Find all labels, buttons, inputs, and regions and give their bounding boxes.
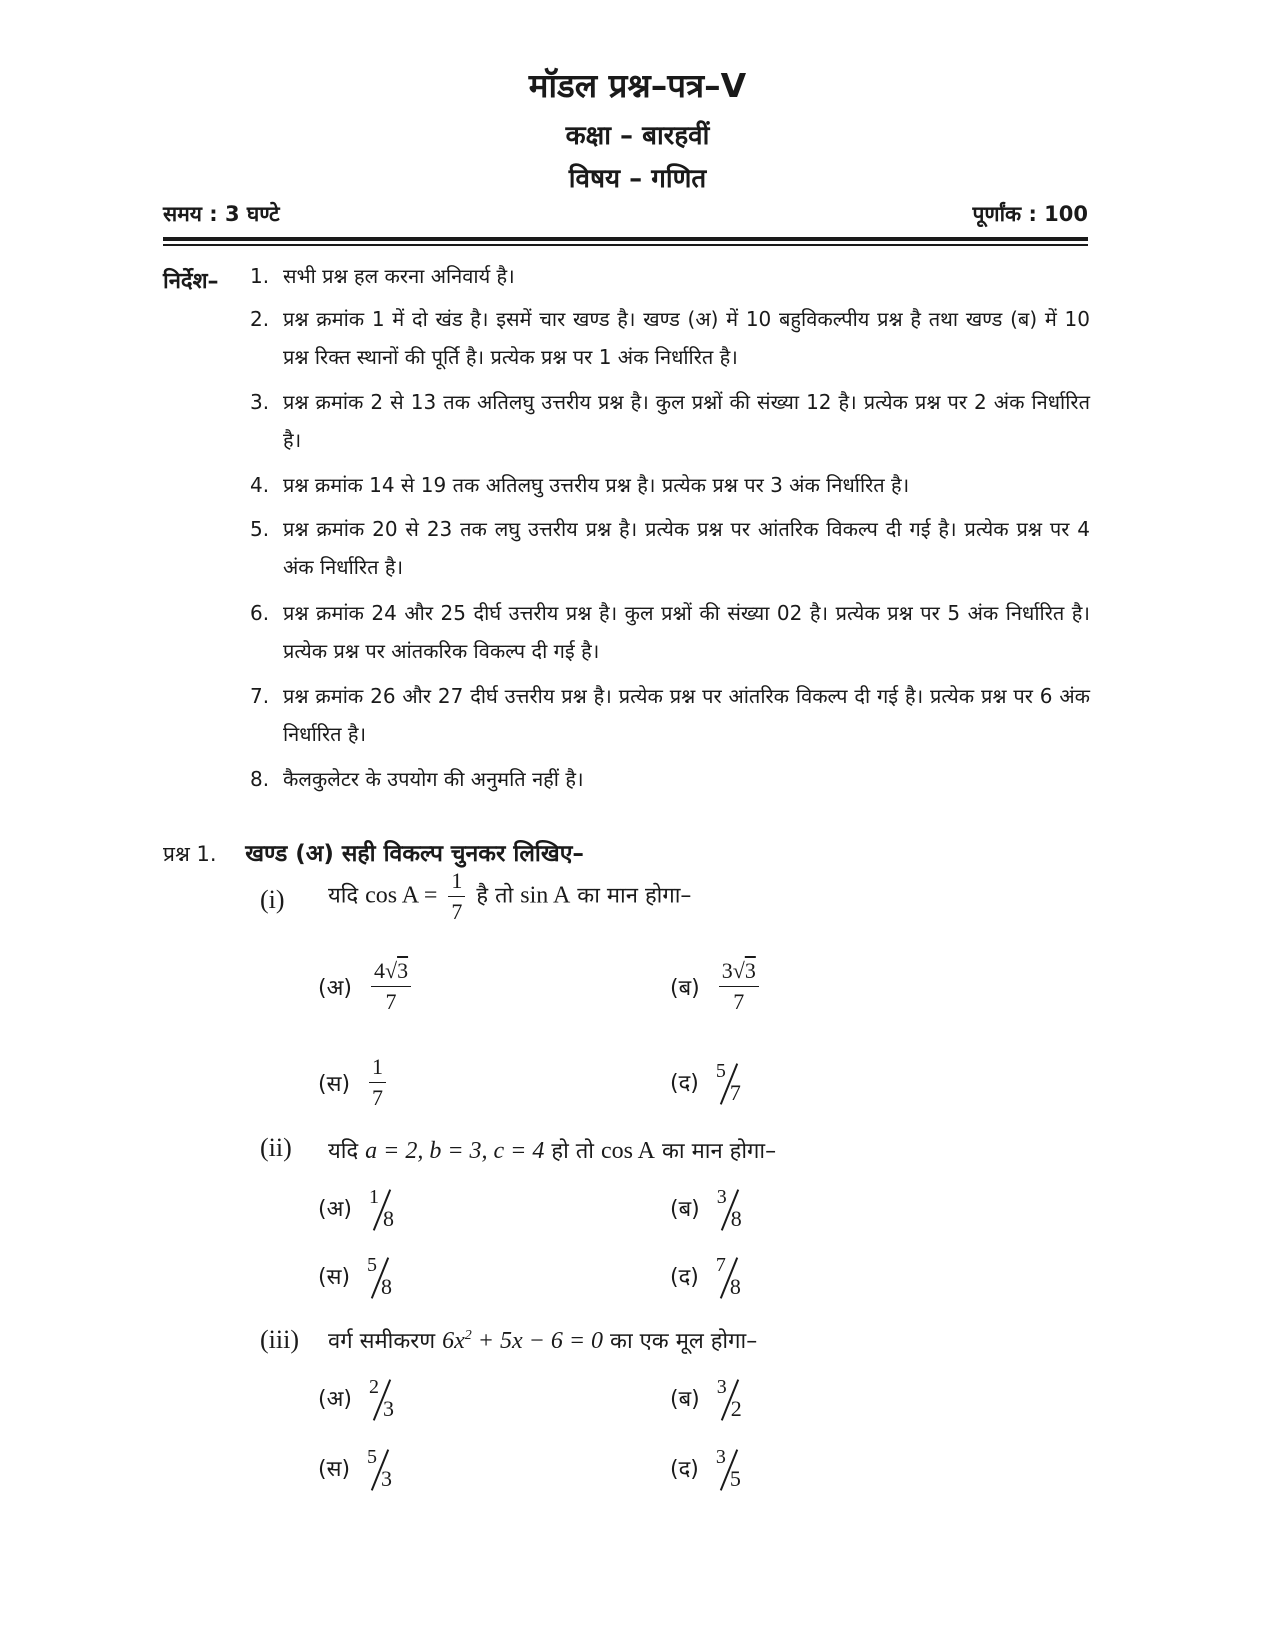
- instruction-text: प्रश्न क्रमांक 24 और 25 दीर्घ उत्तरीय प्रश्न है। कुल प्रश्नों की संख्या 02 है। प्रत्येक प्रश्न पर 5 अंक निर्धारित है। प्रत्येक प्रश्न पर आंतकरिक विकल्प दी गई है।: [283, 601, 1090, 663]
- fraction: $\frac{4√3}{7}$: [371, 958, 411, 1015]
- text: है तो: [476, 883, 514, 909]
- option-c[interactable]: (स) 5 3: [318, 1446, 399, 1490]
- instruction-number: 4.: [250, 473, 270, 497]
- instruction-number: 3.: [250, 390, 270, 414]
- instruction-item: [250, 383, 1090, 459]
- instruction-item: [250, 760, 1090, 798]
- instruction-text: प्रश्न क्रमांक 26 और 27 दीर्घ उत्तरीय प्रश्न है। प्रत्येक प्रश्न पर आंतरिक विकल्प दी गई है। प्रत्येक प्रश्न पर 6 अंक निर्धारित है।: [283, 684, 1090, 746]
- instruction-number: 1.: [250, 264, 270, 288]
- subquestion-number: (i): [260, 885, 285, 914]
- instruction-number: 2.: [250, 307, 270, 331]
- slash-fraction: 3 8: [716, 1186, 742, 1231]
- option-c[interactable]: (स) 5 8: [318, 1254, 399, 1298]
- paper-title: मॉडल प्रश्न–पत्र–V: [528, 66, 747, 105]
- subquestion-number: (ii): [260, 1133, 292, 1162]
- instruction-text: प्रश्न क्रमांक 14 से 19 तक अतिलघु उत्तरीय प्रश्न है। प्रत्येक प्रश्न पर 3 अंक निर्धारित है।: [283, 473, 910, 497]
- fraction: $\frac{1}{7}$: [448, 868, 465, 925]
- math-expression: $6x^2 + 5x - 6 = 0$: [442, 1328, 604, 1354]
- question-number: प्रश्न 1.: [163, 842, 217, 866]
- instruction-text: प्रश्न क्रमांक 20 से 23 तक लघु उत्तरीय प्रश्न है। प्रत्येक प्रश्न पर आंतरिक विकल्प दी गई है। प्रत्येक प्रश्न पर 4 अंक निर्धारित है।: [283, 517, 1090, 579]
- math-expression: sin A: [520, 882, 571, 909]
- option-d[interactable]: (द) 5 7: [670, 1060, 748, 1104]
- instruction-item: [250, 594, 1090, 670]
- class-line: कक्षा – बारहवीं: [565, 121, 710, 151]
- option-c[interactable]: (स) $\frac{1}{7}$: [318, 1054, 390, 1111]
- math-expression: cos A =: [365, 882, 438, 909]
- instruction-item: [250, 510, 1090, 586]
- instruction-item: [250, 677, 1090, 753]
- instructions-heading: निर्देश–: [163, 269, 219, 294]
- slash-fraction: 5 7: [715, 1060, 741, 1105]
- option-a[interactable]: (अ) 2 3: [318, 1376, 401, 1420]
- instruction-number: 5.: [250, 517, 270, 541]
- instruction-text: सभी प्रश्न हल करना अनिवार्य है।: [283, 264, 515, 288]
- text: यदि: [328, 883, 359, 909]
- question-1-heading: [163, 836, 584, 868]
- instruction-text: कैलकुलेटर के उपयोग की अनुमति नहीं है।: [283, 767, 584, 791]
- instruction-item: [250, 466, 1090, 504]
- slash-fraction: 5 3: [367, 1446, 393, 1491]
- slash-fraction: 1 8: [368, 1186, 394, 1231]
- subquestion-number: (iii): [260, 1325, 299, 1354]
- option-d[interactable]: (द) 3 5: [670, 1446, 748, 1490]
- fraction: $\frac{3√3}{7}$: [719, 958, 759, 1015]
- math-expression: cos A: [601, 1138, 656, 1164]
- math-expression: a = 2, b = 3, c = 4: [365, 1138, 545, 1164]
- subquestion-text: [328, 1135, 776, 1165]
- instruction-number: 8.: [250, 767, 270, 791]
- time-label: समय : 3 घण्टे: [163, 202, 280, 226]
- text: यदि: [328, 1139, 359, 1164]
- text: का मान होगा–: [577, 883, 692, 909]
- option-d[interactable]: (द) 7 8: [670, 1254, 748, 1298]
- instruction-text: प्रश्न क्रमांक 1 में दो खंड है। इसमें चार खण्ड है। खण्ड (अ) में 10 बहुविकल्पीय प्रश्न है तथा खण्ड (ब) में 10 प्रश्न रिक्त स्थानों की पूर्ति है। प्रत्येक प्रश्न पर 1 अंक निर्धारित है।: [283, 307, 1090, 369]
- slash-fraction: 3 2: [716, 1376, 742, 1421]
- text: का एक मूल होगा–: [610, 1329, 758, 1354]
- slash-fraction: 2 3: [368, 1376, 394, 1421]
- section-title: खण्ड (अ) सही विकल्प चुनकर लिखिए–: [245, 841, 584, 867]
- option-b[interactable]: (ब) $\frac{3√3}{7}$: [670, 958, 763, 1015]
- slash-fraction: 7 8: [715, 1254, 741, 1299]
- instruction-number: 6.: [250, 601, 270, 625]
- text: हो तो: [551, 1139, 595, 1164]
- slash-fraction: 3 5: [715, 1446, 741, 1491]
- instruction-text: प्रश्न क्रमांक 2 से 13 तक अतिलघु उत्तरीय प्रश्न है। कुल प्रश्नों की संख्या 12 है। प्रत्येक प्रश्न पर 2 अंक निर्धारित है।: [283, 390, 1090, 452]
- text: का मान होगा–: [662, 1139, 777, 1164]
- option-a[interactable]: (अ) $\frac{4√3}{7}$: [318, 958, 415, 1015]
- marks-label: पूर्णांक : 100: [972, 202, 1088, 226]
- subquestion-text: [328, 1325, 757, 1355]
- text: वर्ग समीकरण: [328, 1329, 436, 1354]
- slash-fraction: 5 8: [367, 1254, 393, 1299]
- header-rule-thick: [163, 237, 1088, 241]
- instruction-item: [250, 257, 1090, 295]
- subquestion-text: [328, 868, 691, 925]
- option-a[interactable]: (अ) 1 8: [318, 1186, 401, 1230]
- instruction-item: [250, 300, 1090, 376]
- option-b[interactable]: (ब) 3 8: [670, 1186, 749, 1230]
- header-rule-thin: [163, 244, 1088, 246]
- subject-line: विषय – गणित: [568, 164, 707, 194]
- fraction: $\frac{1}{7}$: [369, 1054, 386, 1111]
- instruction-number: 7.: [250, 684, 270, 708]
- option-b[interactable]: (ब) 3 2: [670, 1376, 749, 1420]
